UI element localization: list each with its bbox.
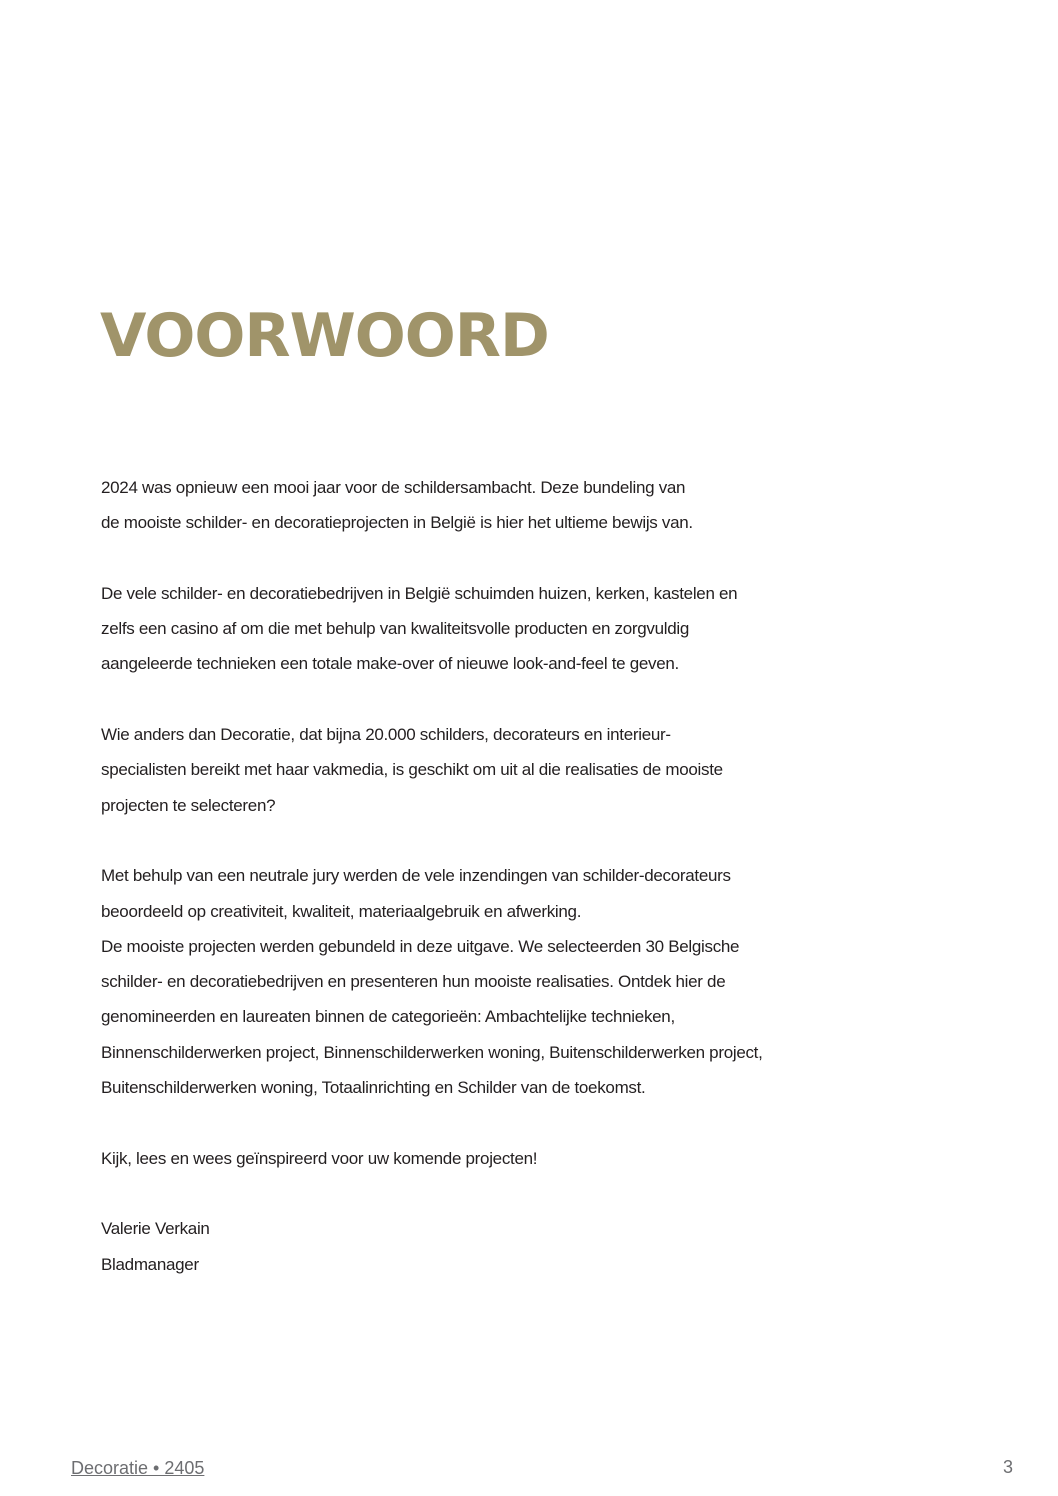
text-line: De vele schilder- en decoratiebedrijven in België schuimden huizen, kerken, kastelen en (101, 583, 738, 603)
paragraph-3 (101, 717, 801, 823)
text-line: De mooiste projecten werden gebundeld in deze uitgave. We selecteerden 30 Belgische (101, 936, 740, 956)
paragraph-1 (101, 470, 801, 541)
text-line: beoordeeld op creativiteit, kwaliteit, materiaalgebruik en afwerking. (101, 901, 582, 921)
page-title: VOORWOORD (100, 301, 549, 371)
text-line: Wie anders dan Decoratie, dat bijna 20.000 schilders, decorateurs en interieur- (101, 725, 671, 745)
signature (101, 1211, 801, 1282)
signature-role: Bladmanager (101, 1254, 199, 1274)
text-line: zelfs een casino af om die met behulp van kwaliteitsvolle producten en zorgvuldig (101, 619, 690, 639)
signature-name: Valerie Verkain (101, 1219, 210, 1239)
text-line: Kijk, lees en wees geïnspireerd voor uw komende projecten! (101, 1148, 538, 1168)
text-line: 2024 was opnieuw een mooi jaar voor de schildersambacht. Deze bundeling van (101, 478, 686, 497)
foreword-body (101, 470, 801, 1317)
paragraph-5 (101, 929, 801, 1105)
text-line: Met behulp van een neutrale jury werden de vele inzendingen van schilder-decorateurs (101, 866, 731, 886)
text-line: de mooiste schilder- en decoratieprojecten in België is hier het ultieme bewijs van. (101, 513, 693, 533)
text-line: aangeleerde technieken een totale make-over of nieuwe look-and-feel te geven. (101, 654, 679, 674)
paragraph-4 (101, 858, 801, 929)
publication-link[interactable]: Decoratie • 2405 (71, 1458, 205, 1478)
paragraph-2 (101, 576, 801, 682)
page-number: 3 (1002, 1457, 1013, 1477)
text-line: Buitenschilderwerken woning, Totaalinrichting en Schilder van de toekomst. (101, 1078, 646, 1098)
text-line: specialisten bereikt met haar vakmedia, is geschikt om uit al die realisaties de mooiste (101, 760, 723, 780)
text-line: schilder- en decoratiebedrijven en presenteren hun mooiste realisaties. Ontdek hier de (101, 972, 726, 992)
text-line: genomineerden en laureaten binnen de categorieën: Ambachtelijke technieken, (101, 1007, 675, 1027)
paragraph-6 (101, 1141, 801, 1176)
text-line: Binnenschilderwerken project, Binnenschilderwerken woning, Buitenschilderwerken project, (101, 1042, 763, 1062)
text-line: projecten te selecteren? (101, 795, 276, 815)
